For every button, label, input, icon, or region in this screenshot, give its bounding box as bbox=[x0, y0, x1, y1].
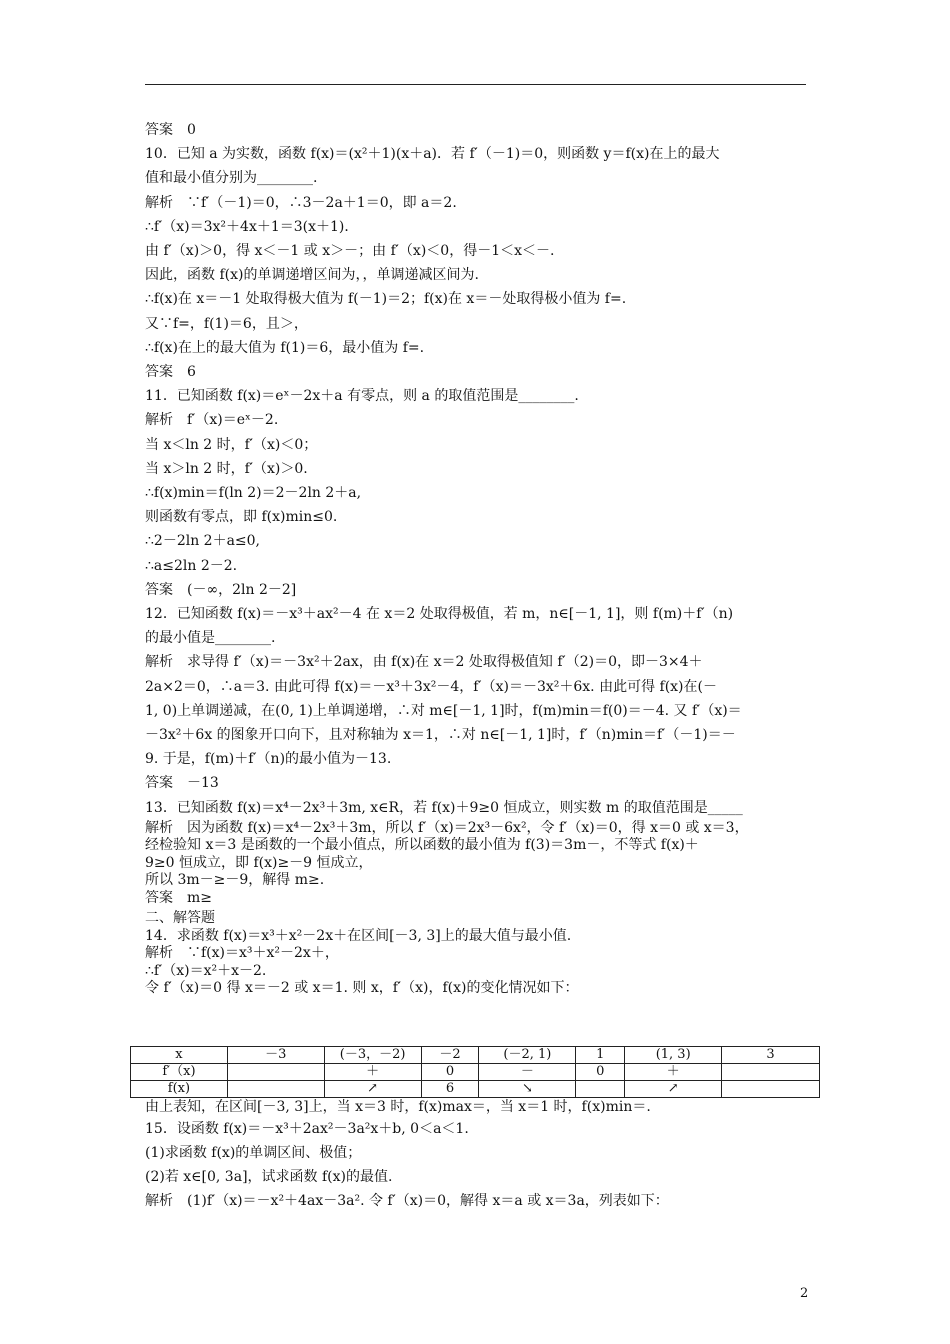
variation-table bbox=[130, 1046, 820, 1098]
text-line: 又∵f=，f(1)＝6，且＞， bbox=[145, 315, 308, 332]
table-row bbox=[131, 1047, 820, 1064]
text-line: 由 f′（x)＞0，得 x＜－1 或 x＞－；由 f′（x)＜0，得－1＜x＜－. bbox=[145, 243, 555, 260]
table-cell: (－3，－2) bbox=[324, 1047, 421, 1064]
block-q10-q13 bbox=[145, 118, 813, 820]
block-q15 bbox=[145, 1099, 813, 1213]
text-line: 答案 (－∞，2ln 2－2] bbox=[145, 581, 297, 598]
text-line: 解析 (1)f′（x)＝－x²＋4ax－3a². 令 f′（x)＝0，解得 x＝a 或 x＝3a，列表如下： bbox=[145, 1193, 669, 1210]
document-body bbox=[145, 118, 813, 998]
text-line: 11．已知函数 f(x)＝eˣ－2x＋a 有零点，则 a 的取值范围是________. bbox=[145, 388, 579, 405]
text-line: 经检验知 x＝3 是函数的一个最小值点，所以函数的最小值为 f(3)＝3m－，不等式 f(x)＋ bbox=[145, 837, 699, 854]
text-line: 答案 －13 bbox=[145, 775, 219, 792]
table-cell bbox=[576, 1081, 625, 1098]
text-line: 9. 于是，f(m)＋f′（n)的最小值为－13. bbox=[145, 751, 392, 768]
text-line: ∴2－2ln 2＋a≤0, bbox=[145, 533, 261, 550]
table-cell bbox=[722, 1081, 820, 1098]
table-cell: (－2, 1) bbox=[479, 1047, 576, 1064]
table-cell bbox=[722, 1064, 820, 1081]
text-line: 14．求函数 f(x)＝x³＋x²－2x＋在区间[－3, 3]上的最大值与最小值. bbox=[145, 927, 572, 944]
table-cell: －3 bbox=[227, 1047, 324, 1064]
table-row bbox=[131, 1064, 820, 1081]
page-number: 2 bbox=[800, 1286, 809, 1301]
text-line: 答案 6 bbox=[145, 364, 196, 381]
table-cell: f(x) bbox=[131, 1081, 228, 1098]
text-line: ∴f′（x)＝x²＋x－2. bbox=[145, 962, 267, 979]
table-cell: ＋ bbox=[625, 1064, 722, 1081]
text-line: (2)若 x∈[0, 3a]，试求函数 f(x)的最值. bbox=[145, 1168, 393, 1185]
table-cell: f′（x) bbox=[131, 1064, 228, 1081]
text-line: 解析 因为函数 f(x)＝x⁴－2x³＋3m，所以 f′（x)＝2x³－6x²，令 f′（x)＝0，得 x＝0 或 x＝3， bbox=[145, 819, 749, 836]
text-line: 令 f′（x)＝0 得 x＝－2 或 x＝1. 则 x，f′（x)，f(x)的变化情况如下： bbox=[145, 980, 579, 997]
text-line: 2a×2＝0，∴a＝3. 由此可得 f(x)＝－x³＋3x²－4，f′（x)＝－3x²＋6x. 由此可得 f(x)在(－ bbox=[145, 678, 717, 695]
text-line: 答案 m≥ bbox=[145, 889, 213, 906]
text-line: 12．已知函数 f(x)＝－x³＋ax²－4 在 x＝2 处取得极值，若 m，n∈[－1, 1]，则 f(m)＋f′（n) bbox=[145, 606, 734, 623]
text-line: ∴f′（x)＝3x²＋4x＋1＝3(x＋1)． bbox=[145, 218, 359, 235]
text-line: 1, 0)上单调递减，在(0, 1)上单调递增，∴对 m∈[－1, 1]时，f(m)min＝f(0)＝－4. 又 f′（x)＝ bbox=[145, 702, 742, 719]
text-line: 13．已知函数 f(x)＝x⁴－2x³＋3m, x∈R，若 f(x)＋9≥0 恒成立，则实数 m 的取值范围是_____ bbox=[145, 799, 743, 816]
text-line: 答案 0 bbox=[145, 122, 196, 138]
table-cell: ↘ bbox=[479, 1081, 576, 1098]
table-cell: (1, 3) bbox=[625, 1047, 722, 1064]
header-rule bbox=[145, 84, 806, 85]
text-line: 值和最小值分别为________. bbox=[145, 170, 318, 187]
text-line: 因此，函数 f(x)的单调递增区间为，，单调递减区间为. bbox=[145, 267, 479, 284]
text-line: 解析 ∵f(x)＝x³＋x²－2x＋， bbox=[145, 945, 339, 962]
text-line: ∴f(x)在上的最大值为 f(1)＝6，最小值为 f=. bbox=[145, 339, 425, 356]
text-line: 解析 求导得 f′（x)＝－3x²＋2ax，由 f(x)在 x＝2 处取得极值知 f′（2)＝0，即－3×4＋ bbox=[145, 654, 703, 671]
table-cell: －2 bbox=[421, 1047, 479, 1064]
table-cell: ＋ bbox=[324, 1064, 421, 1081]
text-line: 15．设函数 f(x)＝－x³＋2ax²－3a²x＋b, 0＜a＜1. bbox=[145, 1120, 469, 1137]
block-q13-solution bbox=[145, 820, 813, 908]
text-line: ∴f(x)min＝f(ln 2)＝2－2ln 2＋a, bbox=[145, 485, 362, 502]
table-cell: － bbox=[479, 1064, 576, 1081]
table-cell: ↗ bbox=[625, 1081, 722, 1098]
text-line: 9≥0 恒成立，即 f(x)≥－9 恒成立， bbox=[145, 854, 373, 871]
text-line: 当 x＜ln 2 时，f′（x)＜0； bbox=[145, 436, 318, 453]
block-q14 bbox=[145, 910, 813, 998]
text-line: －3x²＋6x 的图象开口向下，且对称轴为 x＝1，∴对 n∈[－1, 1]时，f′（n)min＝f′（－1)＝－ bbox=[145, 727, 736, 744]
table-cell: ↗ bbox=[324, 1081, 421, 1098]
text-line: 当 x＞ln 2 时，f′（x)＞0. bbox=[145, 460, 308, 477]
text-line: (1)求函数 f(x)的单调区间、极值； bbox=[145, 1144, 362, 1161]
table-cell: 3 bbox=[722, 1047, 820, 1064]
table-cell: 0 bbox=[576, 1064, 625, 1081]
table-cell bbox=[227, 1081, 324, 1098]
table-cell bbox=[227, 1064, 324, 1081]
text-line: 所以 3m－≥－9，解得 m≥. bbox=[145, 872, 325, 889]
table-cell: 1 bbox=[576, 1047, 625, 1064]
text-line: 由上表知，在区间[－3, 3]上，当 x＝3 时，f(x)max＝，当 x＝1 时，f(x)min＝. bbox=[145, 1099, 651, 1115]
text-line: ∴a≤2ln 2－2. bbox=[145, 557, 238, 574]
table-cell: 0 bbox=[421, 1064, 479, 1081]
text-line: ∴f(x)在 x＝－1 处取得极大值为 f(－1)＝2；f(x)在 x＝－处取得极小值为 f=. bbox=[145, 291, 627, 308]
table-row bbox=[131, 1081, 820, 1098]
text-line: 解析 f′（x)＝eˣ－2. bbox=[145, 412, 279, 429]
text-line: 10．已知 a 为实数，函数 f(x)＝(x²＋1)(x＋a)．若 f′（－1)＝0，则函数 y＝f(x)在上的最大 bbox=[145, 146, 720, 163]
text-line: 解析 ∵f′（－1)＝0，∴3－2a＋1＝0，即 a＝2. bbox=[145, 194, 457, 211]
table-cell: 6 bbox=[421, 1081, 479, 1098]
text-line: 二、解答题 bbox=[145, 910, 215, 927]
table-cell: x bbox=[131, 1047, 228, 1064]
text-line: 的最小值是________. bbox=[145, 630, 276, 647]
text-line: 则函数有零点，即 f(x)min≤0. bbox=[145, 509, 338, 526]
